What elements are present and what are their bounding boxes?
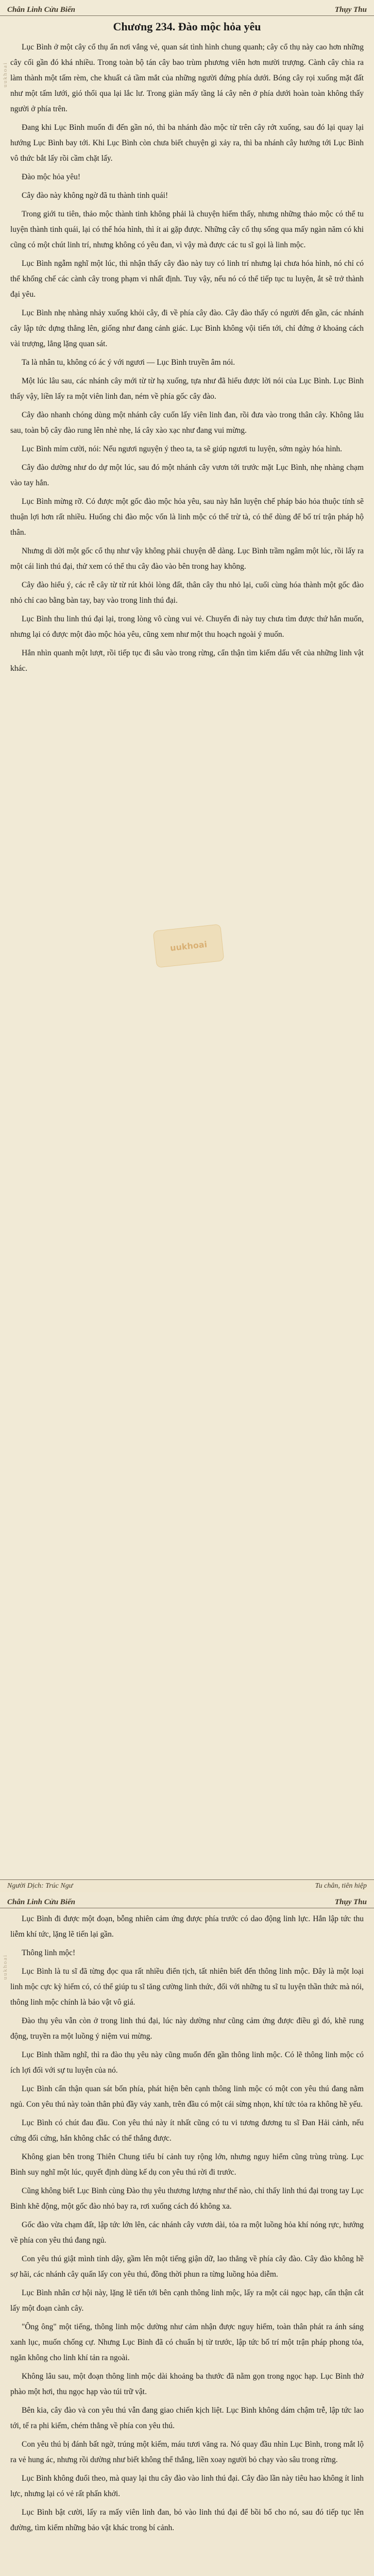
page-footer	[0, 1879, 374, 1892]
paragraph: Lục Bình là tu sĩ đã từng đọc qua rất nhiều điển tịch, tất nhiên biết đến thông linh mộc. Đây là một loại linh mộc cực kỳ hiếm có, có thể giúp tu sĩ tăng cường linh thức, đối với những tu sĩ tu luyện thần thức mà nói, thông linh mộc chính là bảo vật vô giá.	[10, 1967, 364, 2007]
paragraph: Lục Bình cẩn thận quan sát bốn phía, phát hiện bên cạnh thông linh mộc có một con yêu thú đang nằm ngủ. Con yêu thú này toàn thân phủ đầy vảy xanh, trên đầu có một cái sừng nhọn, khí tức tỏa ra không hề yếu.	[10, 2084, 364, 2109]
paragraph: Một lúc lâu sau, các nhánh cây mới từ từ hạ xuống, tựa như đã hiểu được lời nói của Lục Bình. Lục Bình thấy vậy, liền lấy ra một viên linh đan, ném về phía gốc cây đào.	[10, 377, 364, 401]
side-watermark: uukhoai	[2, 1954, 8, 1980]
paragraph: Đang khi Lục Bình muốn đi đến gần nó, thì ba nhánh đào mộc từ trên cây rớt xuống, sau đó lại quay lại hướng Lục Bình bay tới. Khi Lục Bình còn chưa biết chuyện gì xảy ra, thì ba nhánh cây hướng tới Lục Bình vô thức bắt lấy rồi cầm chặt lấy.	[10, 123, 364, 163]
logo-watermark: uukhoai	[153, 924, 225, 968]
paragraph: Trong giới tu tiên, thảo mộc thành tinh không phải là chuyện hiếm thấy, nhưng những thảo mộc có thể tu luyện thành tinh quái, lại có thể hóa hình, thì ít ai gặp được. Những cây cổ thụ sống qua mấy ngàn năm có khi cũng có một chút linh trí, nhưng không có yêu đan, vì vậy mà được các tu sĩ gọi là linh mộc.	[10, 210, 364, 249]
paragraph: Lục Bình ngẫm nghĩ một lúc, thì nhận thấy cây đào này tuy có linh trí nhưng lại chưa hóa hình, nó chỉ có thể khống chế các cành cây trong phạm vi nhất định. Tuy vậy, nếu nó có thể tiếp tục tu luyện, ắt sẽ trở thành đại yêu.	[10, 259, 364, 299]
paragraph: Không lâu sau, một đoạn thông linh mộc dài khoảng ba thước đã nằm gọn trong ngọc hạp. Lục Bình thở phào một hơi, thu ngọc hạp vào túi trữ vật.	[10, 2372, 364, 2396]
side-watermark: uukhoai	[2, 62, 8, 88]
footer-genre: Tu chân, tiên hiệp	[315, 1882, 367, 1890]
paragraph: Nhưng di dời một gốc cổ thụ như vậy không phải chuyện dễ dàng. Lục Bình trầm ngâm một lúc, rồi lấy ra một cái linh thú đại, thử xem có thể thu cây đào vào bên trong hay không.	[10, 547, 364, 571]
header-book-title: Chân Linh Cửu Biến	[7, 1898, 75, 1906]
paragraph: Đào thụ yêu vẫn còn ở trong linh thú đại, lúc này dường như cũng cảm ứng được điều gì đó, khẽ rung động, truyền ra một luồng ý niệm vui mừng.	[10, 2016, 364, 2041]
paragraph: Con yêu thú giật mình tỉnh dậy, gầm lên một tiếng giận dữ, lao thẳng về phía cây đào. Cây đào không hề sợ hãi, các nhánh cây quấn lấy con yêu thú, đồng thời phun ra từng luồng hỏa diễm.	[10, 2255, 364, 2279]
paragraph: Cây đào nhanh chóng dùng một nhánh cây cuốn lấy viên linh đan, rồi đưa vào trong thân cây. Không lâu sau, toàn bộ cây đào rung lên nhè nhẹ, lá cây xào xạc như đang vui mừng.	[10, 411, 364, 435]
paragraph: Cây đào này không ngờ đã tu thành tinh quái!	[22, 191, 168, 200]
header-author: Thụy Thu	[334, 1898, 367, 1906]
paragraph: Lục Bình không đuổi theo, mà quay lại thu cây đào vào linh thú đại. Cây đào lần này tiêu hao không ít linh lực, nhưng lại có vẻ rất phấn khởi.	[10, 2474, 364, 2498]
paragraph: Lục Bình thầm nghĩ, thì ra đào thụ yêu này cũng muốn đến gần thông linh mộc. Có lẽ thông linh mộc có ích lợi đối với sự tu luyện của nó.	[10, 2050, 364, 2075]
paragraph: Lục Bình mừng rỡ. Có được một gốc đào mộc hỏa yêu, sau này hắn luyện chế pháp bảo hỏa thuộc tính sẽ thuận lợi hơn rất nhiều. Huống chi đào mộc vốn là linh mộc có thể trừ tà, có thể dùng để bố trí trận pháp hộ thân.	[10, 497, 364, 537]
chapter-text	[0, 37, 374, 676]
chapter-title: Chương 234. Đào mộc hỏa yêu	[113, 20, 261, 33]
paragraph: Gốc đào vừa chạm đất, lập tức lớn lên, các nhánh cây vươn dài, tỏa ra một luồng hỏa khí nóng rực, hướng về phía con yêu thú đang ngủ.	[10, 2221, 364, 2245]
paragraph: Cây đào dường như do dự một lúc, sau đó một nhánh cây vươn tới trước mặt Lục Bình, nhẹ nhàng chạm vào tay hắn.	[10, 463, 364, 487]
footer-translator: Người Dịch: Trúc Ngư	[7, 1882, 73, 1890]
header-author: Thụy Thu	[334, 6, 367, 14]
paragraph: Thông linh mộc!	[22, 1948, 76, 1957]
paragraph: Lục Bình bật cười, lấy ra mấy viên linh đan, bỏ vào linh thú đại để bồi bổ cho nó, sau đó tiếp tục lên đường, tìm kiếm những bảo vật khác trong bí cảnh.	[10, 2508, 364, 2532]
paragraph: Cũng không biết Lục Bình cùng Đào thụ yêu thương lượng như thế nào, chỉ thấy linh thú đại trong tay Lục Bình khẽ động, một gốc đào nhỏ bay ra, rơi xuống cách đó không xa.	[10, 2187, 364, 2211]
paragraph: Lục Bình nhẹ nhàng nhảy xuống khỏi cây, đi về phía cây đào. Cây đào thấy có người đến gần, các nhánh cây lập tức dựng thẳng lên, giống như đang cảnh giác. Lục Bình không vội tiến tới, chỉ đứng ở khoảng cách vài trượng, lẳng lặng quan sát.	[10, 309, 364, 348]
paragraph: "Ông ông" một tiếng, thông linh mộc dường như cảm nhận được nguy hiểm, toàn thân phát ra ánh sáng xanh lục, muốn chống cự. Nhưng Lục Bình đã có chuẩn bị từ trước, lập tức bố trí một trận pháp phong tỏa, ngăn không cho linh khí tản ra ngoài.	[10, 2323, 364, 2362]
paragraph: Không gian bên trong Thiên Chung tiểu bí cảnh tuy rộng lớn, nhưng nguy hiểm cũng trùng trùng. Lục Bình suy nghĩ một lúc, quyết định dùng kế dụ con yêu thú rời đi trước.	[10, 2153, 364, 2177]
page-header	[0, 1892, 374, 1908]
paragraph: Lục Bình nhân cơ hội này, lặng lẽ tiến tới bên cạnh thông linh mộc, lấy ra một cái ngọc hạp, cẩn thận cắt lấy một đoạn cành cây.	[10, 2289, 364, 2313]
paragraph: Cây đào hiểu ý, các rễ cây từ từ rút khỏi lòng đất, thân cây thu nhỏ lại, cuối cùng hóa thành một gốc đào nhỏ chỉ cao bằng bàn tay, bay vào trong linh thú đại.	[10, 581, 364, 605]
header-book-title: Chân Linh Cửu Biến	[7, 6, 75, 14]
paragraph: Lục Bình mỉm cười, nói: Nếu ngươi nguyện ý theo ta, ta sẽ giúp ngươi tu luyện, sớm ngày hóa hình.	[22, 445, 342, 453]
paragraph: Lục Bình có chút đau đầu. Con yêu thú này ít nhất cũng có tu vi tương đương tu sĩ Đan Hải cảnh, nếu cứng đối cứng, hắn không chắc có thể thắng được.	[10, 2119, 364, 2143]
paragraph: Đào mộc hỏa yêu!	[22, 173, 81, 181]
paragraph: Lục Bình đi được một đoạn, bỗng nhiên cảm ứng được phía trước có dao động linh lực. Hắn lập tức thu liễm khí tức, lặng lẽ tiến lại gần.	[10, 1914, 364, 1939]
chapter-text	[0, 1908, 374, 2536]
paragraph: Lục Bình thu linh thú đại lại, trong lòng vô cùng vui vẻ. Chuyến đi này tuy chưa tìm được thứ hắn muốn, nhưng lại có được một đào mộc hỏa yêu, cũng xem như một thu hoạch ngoài ý muốn.	[10, 615, 364, 639]
paragraph: Lục Bình ở một cây cổ thụ ẩn nơi vắng vẻ, quan sát tình hình chung quanh; cây cổ thụ này cao hơn những cây cối gần đó khá nhiều. Trong toàn bộ tán cây bao trùm phương viên hơn mười trượng. Cành cây chìa ra làm thành một tấm rèm, che khuất cả tầm mắt của những người đứng phía dưới. Bóng cây rọi xuống mặt đất như một tấm lưới, gió thổi qua lại lắc lư. Trong giàn mấy tầng lá cây nên ở phía dưới hoàn toàn không thấy người ở phía trên.	[10, 43, 364, 113]
paragraph: Ta là nhân tu, không có ác ý với ngươi — Lục Bình truyền âm nói.	[22, 358, 235, 367]
paragraph: Bên kia, cây đào và con yêu thú vẫn đang giao chiến kịch liệt. Lục Bình không dám chậm trễ, lập tức lao tới, tế ra phi kiếm, chém thẳng về phía con yêu thú.	[10, 2406, 364, 2430]
page-header	[0, 0, 374, 16]
paragraph: Con yêu thú bị đánh bất ngờ, trúng một kiếm, máu tươi văng ra. Nó quay đầu nhìn Lục Bình, trong mắt lộ ra vẻ hung ác, nhưng rồi dường như biết không thể thắng, liền xoay người bỏ chạy vào sâu trong rừng.	[10, 2440, 364, 2464]
page-two	[0, 1892, 374, 2576]
paragraph: Hắn nhìn quanh một lượt, rồi tiếp tục đi sâu vào trong rừng, cẩn thận tìm kiếm dấu vết của những linh vật khác.	[10, 649, 364, 673]
